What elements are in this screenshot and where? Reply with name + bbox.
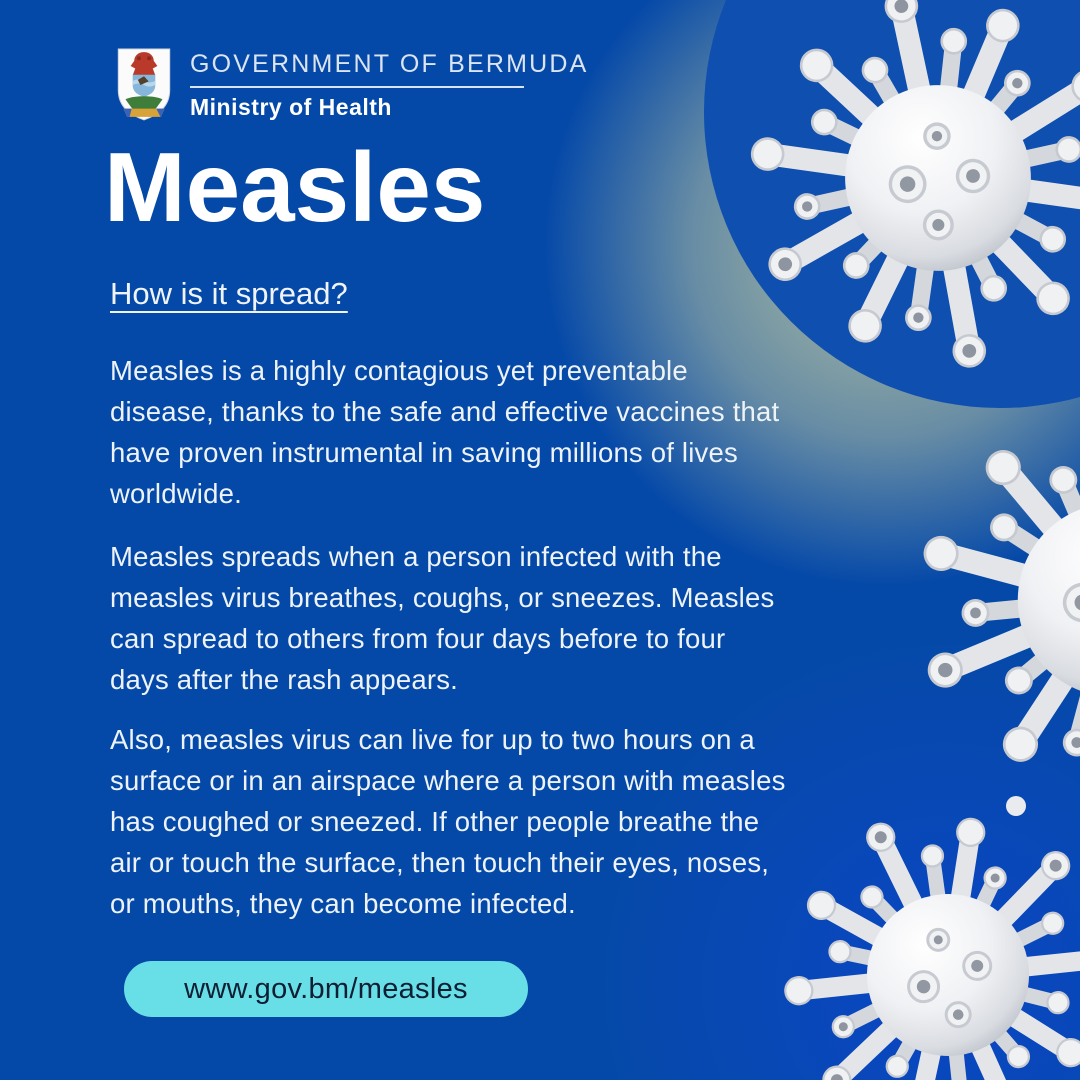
website-link-button[interactable]: www.gov.bm/measles <box>124 961 528 1017</box>
page-title: Measles <box>104 132 486 242</box>
section-heading: How is it spread? <box>110 276 348 311</box>
government-name: GOVERNMENT OF BERMUDA <box>190 49 589 78</box>
brand-divider <box>190 86 524 88</box>
paragraph-spread: Measles spreads when a person infected with the measles virus breathes, coughs, or sneezes. Measles can spread to others from four days before to four days after the rash appears. <box>110 541 775 695</box>
virus-fragment <box>1006 796 1026 816</box>
paragraph-contagious: Measles is a highly contagious yet preventable disease, thanks to the safe and effective vaccines that have proven instrumental in saving millions of lives worldwide. <box>110 355 780 509</box>
virus-icon <box>876 367 1080 836</box>
bermuda-coat-of-arms-logo <box>116 48 172 122</box>
virus-icon <box>769 801 1080 1080</box>
ministry-name: Ministry of Health <box>190 93 392 120</box>
paragraph-surface: Also, measles virus can live for up to two hours on a surface or in an airspace where a person with measles has coughed or sneezed. If other people breathe the air or touch the surface, then touch their eyes, noses, or mouths, they can become infected. <box>110 724 786 919</box>
header-brand <box>116 48 589 122</box>
